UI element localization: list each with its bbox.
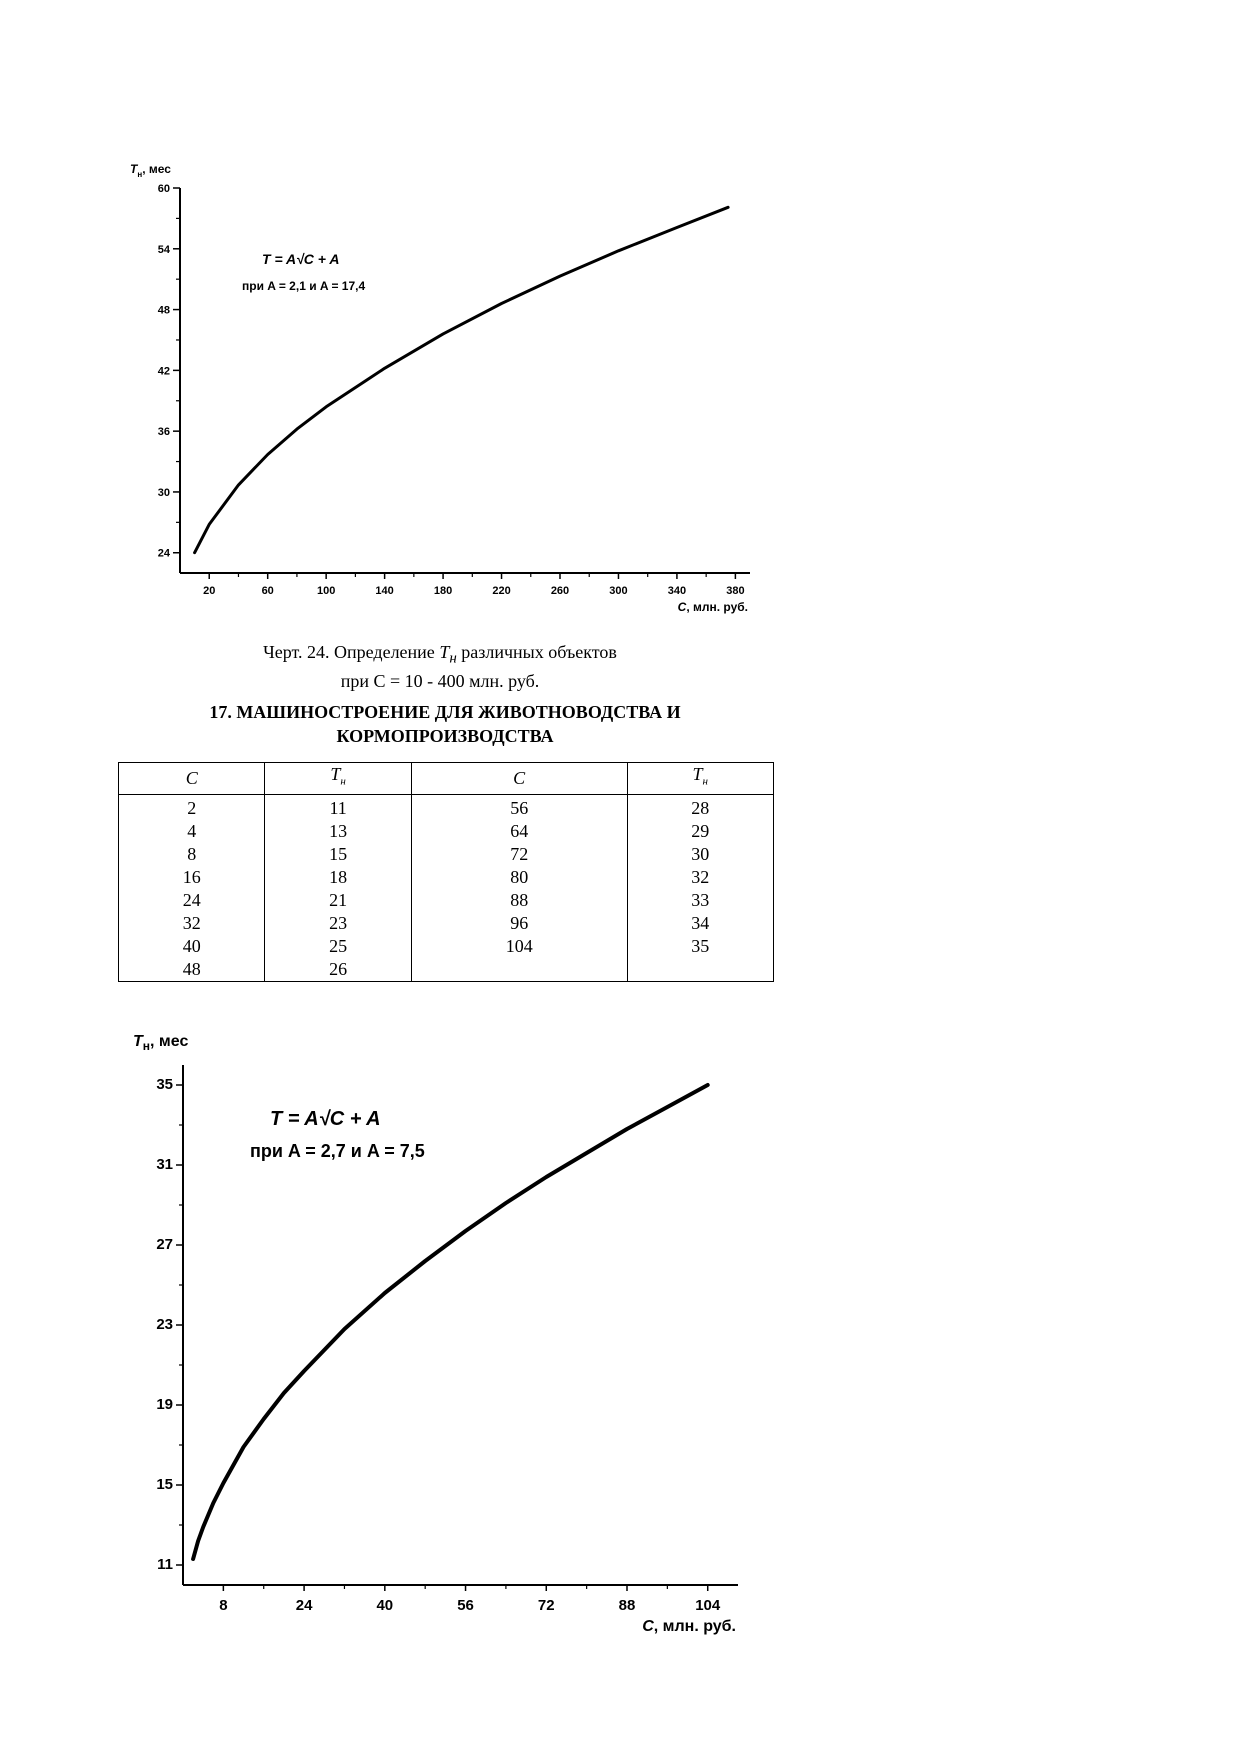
table-cell: 104 [411, 935, 627, 958]
table-row [119, 912, 774, 935]
y-tick-label: 27 [156, 1236, 173, 1253]
y-tick-label: 30 [157, 486, 170, 499]
y-tick-label: 19 [156, 1396, 173, 1413]
formula-params: при A = 2,7 и A = 7,5 [250, 1141, 425, 1161]
x-axis-var: C [642, 1618, 654, 1635]
table-cell: 18 [265, 866, 411, 889]
x-tick-label: 88 [618, 1597, 636, 1614]
table-cell: 88 [411, 889, 627, 912]
table-cell: 15 [265, 843, 411, 866]
table-cell [411, 958, 627, 982]
x-tick-label: 220 [492, 585, 511, 597]
x-tick-label: 24 [295, 1597, 313, 1614]
y-tick-label: 11 [157, 1556, 173, 1573]
data-table [118, 762, 774, 982]
table-cell: 48 [119, 958, 265, 982]
y-axis-label [130, 162, 171, 179]
x-axis-label [642, 1618, 736, 1635]
y-axis-sub: н [142, 1039, 151, 1053]
x-tick-label: 60 [261, 585, 274, 597]
table-row [119, 935, 774, 958]
y-tick-label: 48 [157, 304, 170, 317]
y-axis-unit: , мес [142, 162, 171, 176]
y-tick-label: 23 [156, 1316, 173, 1333]
y-axis-unit: , мес [150, 1033, 189, 1050]
y-axis-label [133, 1033, 188, 1053]
table-cell: 80 [411, 866, 627, 889]
table-cell: 21 [265, 889, 411, 912]
y-tick-label: 36 [157, 426, 170, 439]
x-tick-label: 40 [376, 1597, 394, 1614]
x-tick-label: 104 [695, 1597, 721, 1614]
table-cell: 72 [411, 843, 627, 866]
table-cell: 13 [265, 820, 411, 843]
table-cell: 96 [411, 912, 627, 935]
y-axis-var: T [133, 1033, 143, 1050]
x-tick-label: 140 [375, 585, 394, 597]
x-tick-label: 380 [726, 585, 745, 597]
x-axis-unit: , млн. руб. [653, 1618, 736, 1635]
y-tick-label: 15 [156, 1476, 173, 1493]
y-tick-label: 42 [157, 365, 170, 378]
x-tick-label: 260 [550, 585, 570, 597]
table-cell: 16 [119, 866, 265, 889]
table-cell: 56 [411, 794, 627, 820]
x-tick-label: 72 [537, 1597, 555, 1614]
x-tick-label: 56 [457, 1597, 474, 1614]
table-cell: 32 [627, 866, 773, 889]
table-cell: 32 [119, 912, 265, 935]
table-row [119, 820, 774, 843]
table-row [119, 889, 774, 912]
table-cell: 28 [627, 794, 773, 820]
x-tick-label: 180 [433, 585, 453, 597]
formula-params: при A = 2,1 и A = 17,4 [242, 279, 366, 293]
table-cell: 11 [265, 794, 411, 820]
y-axis-sub: н [137, 170, 143, 179]
header-c-2: С [411, 763, 627, 795]
caption-line-2: при С = 10 - 400 млн. руб. [340, 670, 540, 691]
x-axis-label [678, 600, 748, 614]
figure-caption [140, 641, 740, 692]
header-t-2: $Т_н$ [627, 763, 773, 795]
table-cell: 29 [627, 820, 773, 843]
top-chart [0, 0, 1240, 640]
table-cell: 24 [119, 889, 265, 912]
table-cell: 26 [265, 958, 411, 982]
table-cell: 34 [627, 912, 773, 935]
section-title: 17. МАШИНОСТРОЕНИЕ ДЛЯ ЖИВОТНОВОДСТВА И КОРМОПРОИЗВОДСТВА [209, 702, 681, 746]
table-header-row [119, 763, 774, 795]
x-axis-var: C [677, 600, 687, 614]
x-tick-label: 100 [316, 585, 336, 597]
header-t-1: $Т_н$ [265, 763, 411, 795]
y-tick-label: 54 [157, 243, 170, 256]
caption-line-1: Черт. 24. Определение $Т_н$ различных объектов [263, 642, 617, 667]
header-c-1: С [119, 763, 265, 795]
x-tick-label: 20 [203, 585, 216, 597]
formula: T = A√C + A [262, 251, 340, 267]
table-cell: 23 [265, 912, 411, 935]
table-row [119, 866, 774, 889]
table-cell: 30 [627, 843, 773, 866]
y-axis-var: T [130, 162, 138, 176]
x-axis-unit: , млн. руб. [686, 600, 748, 614]
y-tick-label: 24 [157, 547, 170, 560]
table-cell: 35 [627, 935, 773, 958]
table-cell: 64 [411, 820, 627, 843]
x-tick-label: 8 [219, 1597, 228, 1614]
table-cell [627, 958, 773, 982]
table-row [119, 958, 774, 982]
y-tick-label: 31 [156, 1156, 173, 1173]
table-row [119, 843, 774, 866]
x-tick-label: 340 [667, 585, 687, 597]
table-cell: 4 [119, 820, 265, 843]
table-cell: 2 [119, 794, 265, 820]
bottom-chart [0, 1020, 1240, 1740]
table-cell: 33 [627, 889, 773, 912]
table-row [119, 794, 774, 820]
table-cell: 8 [119, 843, 265, 866]
x-tick-label: 300 [609, 585, 628, 597]
table-cell: 25 [265, 935, 411, 958]
y-tick-label: 35 [156, 1076, 173, 1093]
formula: T = A√C + A [270, 1108, 381, 1130]
y-tick-label: 60 [157, 183, 170, 195]
table-cell: 40 [119, 935, 265, 958]
